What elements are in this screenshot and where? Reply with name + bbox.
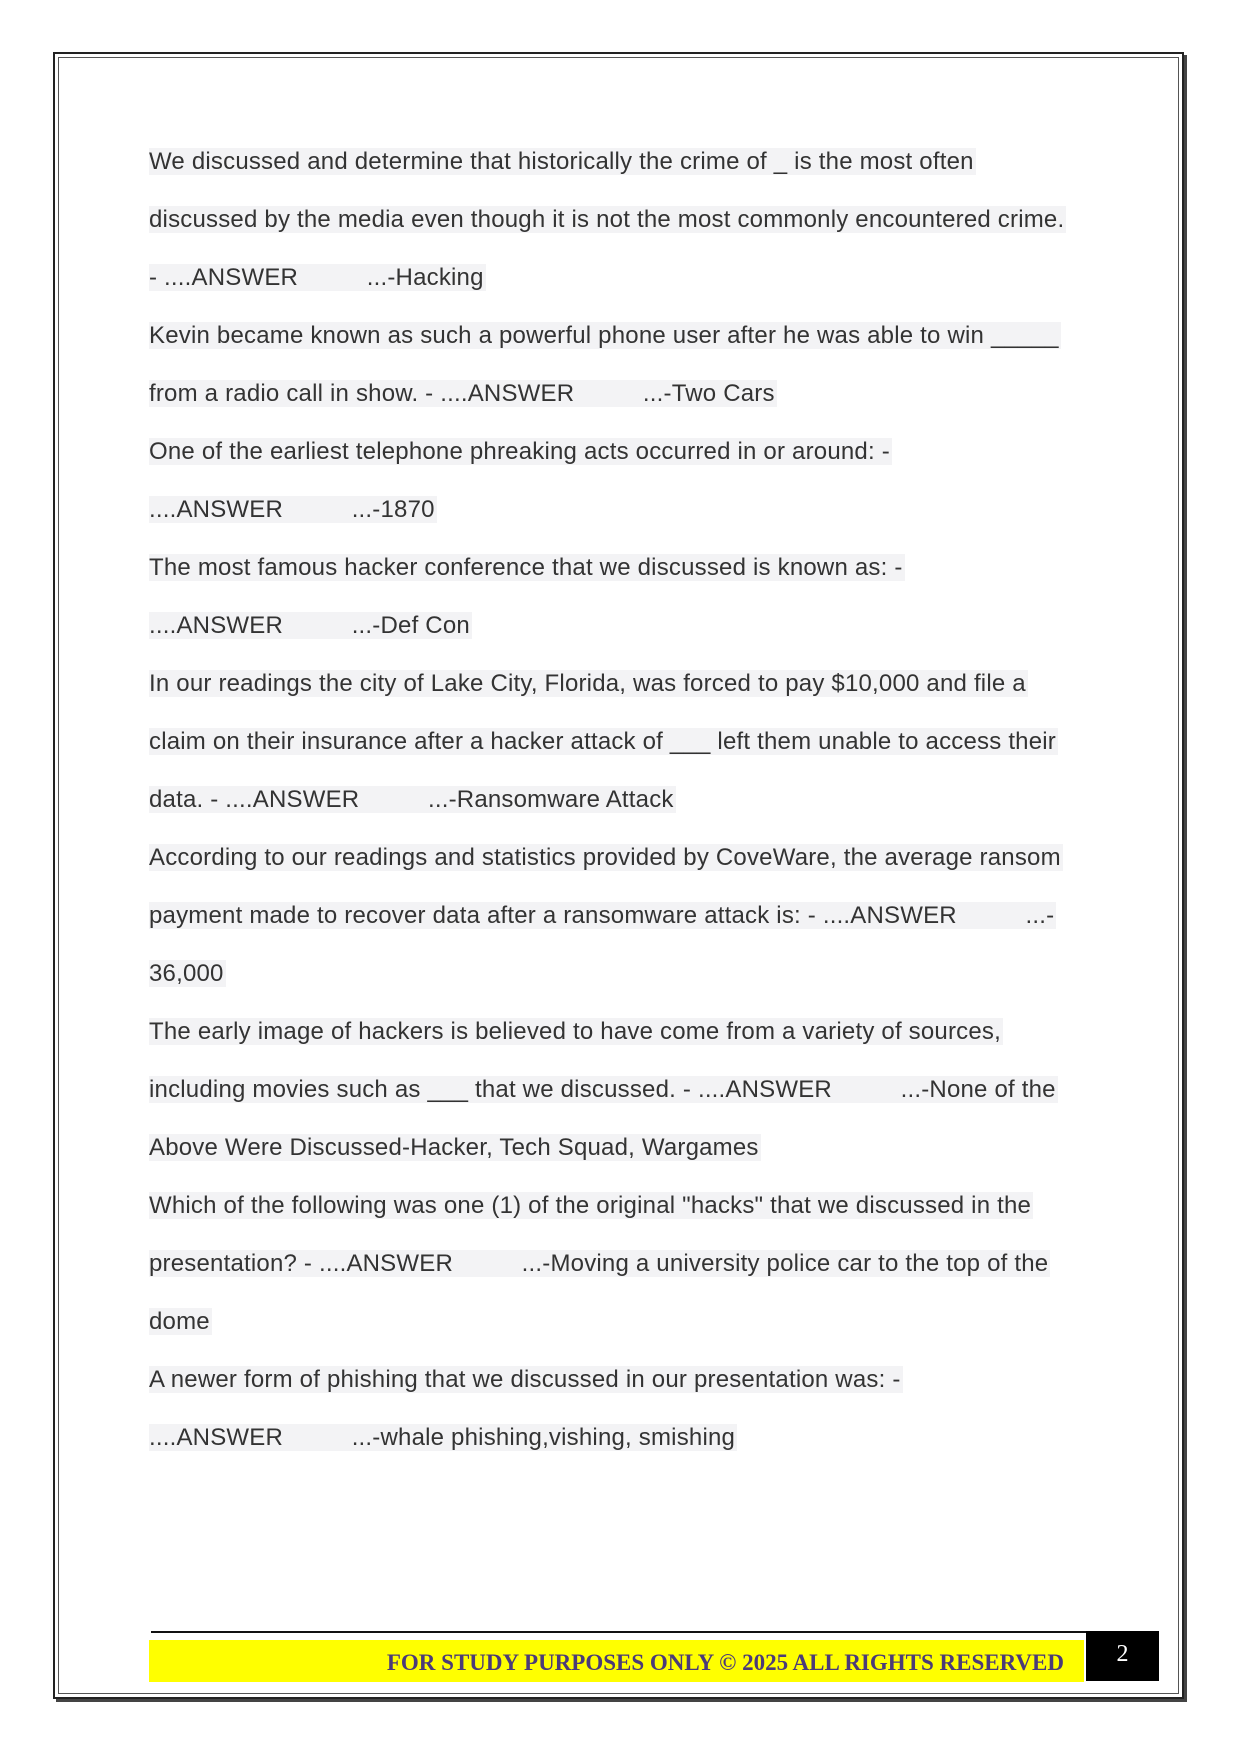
answer-line bbox=[149, 954, 1089, 1012]
answer-text: ....ANSWER ...-1870 bbox=[149, 496, 435, 523]
line-text: claim on their insurance after a hacker attack of ___ left them unable to access their bbox=[149, 728, 1057, 755]
line-text: Kevin became known as such a powerful phone user after he was able to win _____ bbox=[149, 322, 1059, 349]
line-text: Which of the following was one (1) of the original "hacks" that we discussed in the bbox=[149, 1192, 1032, 1219]
text-line bbox=[149, 1186, 1089, 1244]
text-line bbox=[149, 142, 1089, 200]
footer-text: FOR STUDY PURPOSES ONLY © 2025 ALL RIGHTS RESERVED bbox=[386, 1650, 1064, 1675]
answer-text: - ....ANSWER ...-Hacking bbox=[149, 264, 484, 291]
text-line bbox=[149, 1360, 1089, 1418]
line-text: In our readings the city of Lake City, Florida, was forced to pay $10,000 and file a bbox=[149, 670, 1026, 697]
answer-line bbox=[149, 1302, 1089, 1360]
line-text: The early image of hackers is believed to have come from a variety of sources, bbox=[149, 1018, 1001, 1045]
answer-line bbox=[149, 1128, 1089, 1186]
answer-text: ....ANSWER ...-Def Con bbox=[149, 612, 470, 639]
text-line bbox=[149, 548, 1089, 606]
answer-line bbox=[149, 1070, 1089, 1128]
answer-line bbox=[149, 490, 1089, 548]
answer-text: 36,000 bbox=[149, 960, 224, 987]
line-text: One of the earliest telephone phreaking acts occurred in or around: - bbox=[149, 438, 890, 465]
answer-line bbox=[149, 606, 1089, 664]
text-line bbox=[149, 722, 1089, 780]
line-text: According to our readings and statistics provided by CoveWare, the average ransom bbox=[149, 844, 1061, 871]
page-number: 2 bbox=[1086, 1631, 1159, 1681]
text-line bbox=[149, 1012, 1089, 1070]
answer-line bbox=[149, 780, 1089, 838]
document-body bbox=[149, 142, 1089, 1476]
line-text: We discussed and determine that historically the crime of _ is the most often bbox=[149, 148, 974, 175]
line-text: discussed by the media even though it is not the most commonly encountered crime. bbox=[149, 206, 1065, 233]
answer-text: dome bbox=[149, 1308, 210, 1335]
footer-rule bbox=[151, 1631, 1086, 1633]
answer-line bbox=[149, 374, 1089, 432]
answer-text: from a radio call in show. - ....ANSWER ...-Two Cars bbox=[149, 380, 775, 407]
answer-line bbox=[149, 1418, 1089, 1476]
text-line bbox=[149, 664, 1089, 722]
answer-line bbox=[149, 258, 1089, 316]
answer-text: data. - ....ANSWER ...-Ransomware Attack bbox=[149, 786, 674, 813]
text-line bbox=[149, 200, 1089, 258]
text-line bbox=[149, 316, 1089, 374]
line-text: A newer form of phishing that we discussed in our presentation was: - bbox=[149, 1366, 901, 1393]
answer-text: payment made to recover data after a ransomware attack is: - ....ANSWER ...- bbox=[149, 902, 1055, 929]
answer-line bbox=[149, 896, 1089, 954]
text-line bbox=[149, 838, 1089, 896]
answer-text: Above Were Discussed-Hacker, Tech Squad, Wargames bbox=[149, 1134, 759, 1161]
answer-text: including movies such as ___ that we discussed. - ....ANSWER ...-None of the bbox=[149, 1076, 1056, 1103]
answer-text: ....ANSWER ...-whale phishing,vishing, smishing bbox=[149, 1424, 736, 1451]
line-text: The most famous hacker conference that we discussed is known as: - bbox=[149, 554, 903, 581]
text-line bbox=[149, 432, 1089, 490]
answer-line bbox=[149, 1244, 1089, 1302]
answer-text: presentation? - ....ANSWER ...-Moving a university police car to the top of the bbox=[149, 1250, 1049, 1277]
footer-banner bbox=[149, 1640, 1084, 1682]
